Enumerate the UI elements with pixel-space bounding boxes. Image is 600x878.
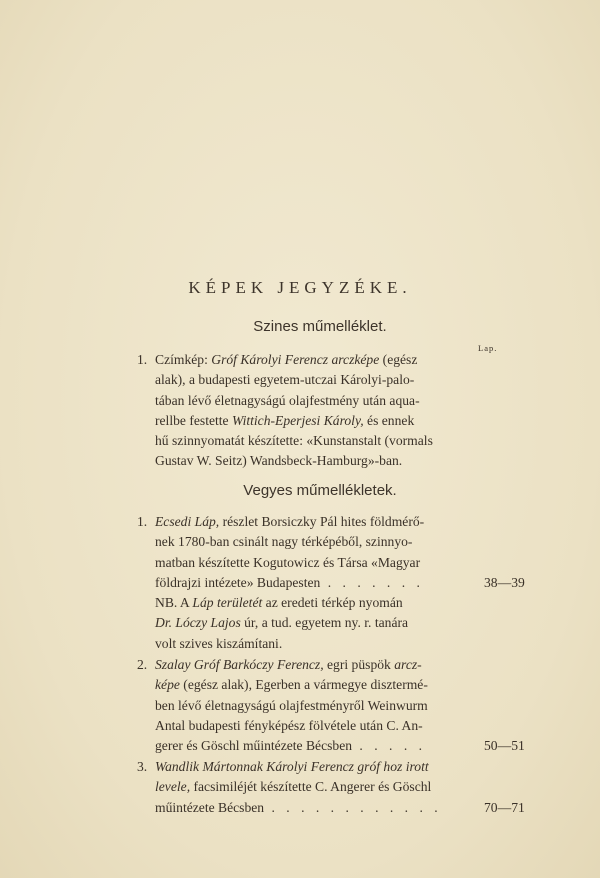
text-segment: úr, a tud. egyetem ny. r. tanára xyxy=(240,615,409,631)
text-segment: volt szives kiszámítani. xyxy=(155,635,283,651)
text-segment: és ennek xyxy=(363,412,415,428)
text-segment: Szalay Gróf Barkóczy Ferencz, xyxy=(155,657,324,672)
entry-line xyxy=(138,777,510,797)
entry-line xyxy=(138,431,510,451)
entry-number: 1. xyxy=(137,352,148,367)
entry-text xyxy=(155,553,420,573)
text-segment: tában lévő életnagyságú olajfestmény után aqua- xyxy=(155,392,420,408)
text-segment: Ecsedi Láp, xyxy=(155,514,220,529)
text-segment: rellbe festette xyxy=(155,412,232,428)
entry-text xyxy=(155,451,402,471)
text-segment: alak), a budapesti egyetem-utczai Károlyi-palo- xyxy=(155,372,415,388)
entry-line xyxy=(138,391,510,411)
page-column-label: Lap. xyxy=(478,343,498,353)
entry-line xyxy=(138,716,510,736)
entry-line xyxy=(138,370,510,390)
entry-text xyxy=(155,696,428,716)
leader-dots: . . . . . . . . . . . . xyxy=(264,799,442,815)
text-segment: hű szinnyomatát készítette: «Kunstanstalt (vormals xyxy=(155,433,433,449)
text-segment: Wandlik Mártonnak Károlyi Ferencz gróf hoz irott xyxy=(155,759,429,774)
entry-text xyxy=(155,634,282,654)
entry-text xyxy=(155,431,433,451)
list-item xyxy=(137,757,525,818)
list-item xyxy=(137,655,525,756)
list-item xyxy=(137,512,525,654)
entry-line xyxy=(138,655,510,675)
entry-text xyxy=(155,757,429,777)
text-segment: levele, xyxy=(155,779,191,795)
text-segment: NB. A xyxy=(155,595,193,611)
entry-line xyxy=(138,736,525,756)
text-segment: Gróf Károlyi Ferencz arczképe xyxy=(211,352,380,367)
entry-line xyxy=(138,798,525,818)
entry-line xyxy=(138,675,510,695)
entry-number: 1. xyxy=(137,514,148,529)
text-segment: (egész alak), Egerben a vármegye disztermé- xyxy=(179,677,428,693)
text-segment: ben lévő életnagyságú olajfestményről Weinwurm xyxy=(155,697,428,713)
entry-text xyxy=(155,736,426,756)
text-segment: matban készítette Kogutowicz és Társa «Magyar xyxy=(155,554,421,570)
leader-dots: . . . . . . . xyxy=(320,574,424,590)
text-segment: (egész xyxy=(379,352,418,367)
entry-number: 2. xyxy=(137,657,148,672)
entry-text xyxy=(155,391,420,411)
section-heading-mixed-plates: Vegyes műmellékletek. xyxy=(243,482,397,499)
text-segment: részlet Borsiczky Pál hites földmérő- xyxy=(219,514,425,529)
leader-dots: . . . . . xyxy=(352,738,427,754)
entry-text xyxy=(155,532,412,552)
entry-number: 3. xyxy=(137,759,148,774)
entry-text xyxy=(155,411,414,431)
section-heading-color-plate: Szines műmelléklet. xyxy=(253,318,387,335)
text-segment: Gustav W. Seitz) Wandsbeck-Hamburg»-ban. xyxy=(155,453,403,469)
text-segment: facsimiléjét készítette C. Angerer és Göschl xyxy=(190,779,432,795)
text-segment: Wittich-Eperjesi Károly, xyxy=(232,412,364,428)
page-number: 50—51 xyxy=(484,738,525,754)
entry-line xyxy=(138,553,510,573)
entry-text xyxy=(155,777,431,797)
text-segment: földrajzi intézete» Budapesten xyxy=(155,574,321,590)
text-segment: nek 1780-ban csinált nagy térképéből, szinnyo- xyxy=(155,534,413,550)
entry-line xyxy=(138,532,510,552)
entry-line xyxy=(138,696,510,716)
text-segment: az eredeti térkép nyomán xyxy=(262,595,403,611)
entry-text xyxy=(155,370,414,390)
text-segment: Dr. Lóczy Lajos xyxy=(155,615,241,631)
entry-text xyxy=(155,675,428,695)
entry-line xyxy=(138,573,525,593)
entry-line xyxy=(138,350,510,370)
entry-line xyxy=(138,613,510,633)
entry-text xyxy=(155,798,442,818)
entry-text xyxy=(155,512,424,532)
text-segment: Antal budapesti fényképész fölvétele után C. An- xyxy=(155,717,423,733)
entry-line xyxy=(138,757,510,777)
entry-line xyxy=(138,593,510,613)
text-segment: műintézete Bécsben xyxy=(155,799,265,815)
entry-text xyxy=(155,350,417,370)
entry-text xyxy=(155,593,403,613)
page-number: 70—71 xyxy=(484,799,525,815)
text-segment: arcz- xyxy=(394,657,422,672)
page-number: 38—39 xyxy=(484,574,525,590)
entry-line xyxy=(138,512,510,532)
entry-text xyxy=(155,716,423,736)
text-segment: Czímkép: xyxy=(155,352,212,367)
text-segment: Láp területét xyxy=(192,595,263,611)
page-title: KÉPEK JEGYZÉKE. xyxy=(188,278,412,297)
entry-text xyxy=(155,655,422,675)
list-item xyxy=(138,350,510,472)
entry-text xyxy=(155,613,408,633)
entry-line xyxy=(138,411,510,431)
text-segment: képe xyxy=(155,677,180,693)
text-segment: gerer és Göschl műintézete Bécsben xyxy=(155,738,353,754)
entry-line xyxy=(138,634,510,654)
entry-text xyxy=(155,573,424,593)
entry-line xyxy=(138,451,510,471)
text-segment: egri püspök xyxy=(323,657,395,672)
